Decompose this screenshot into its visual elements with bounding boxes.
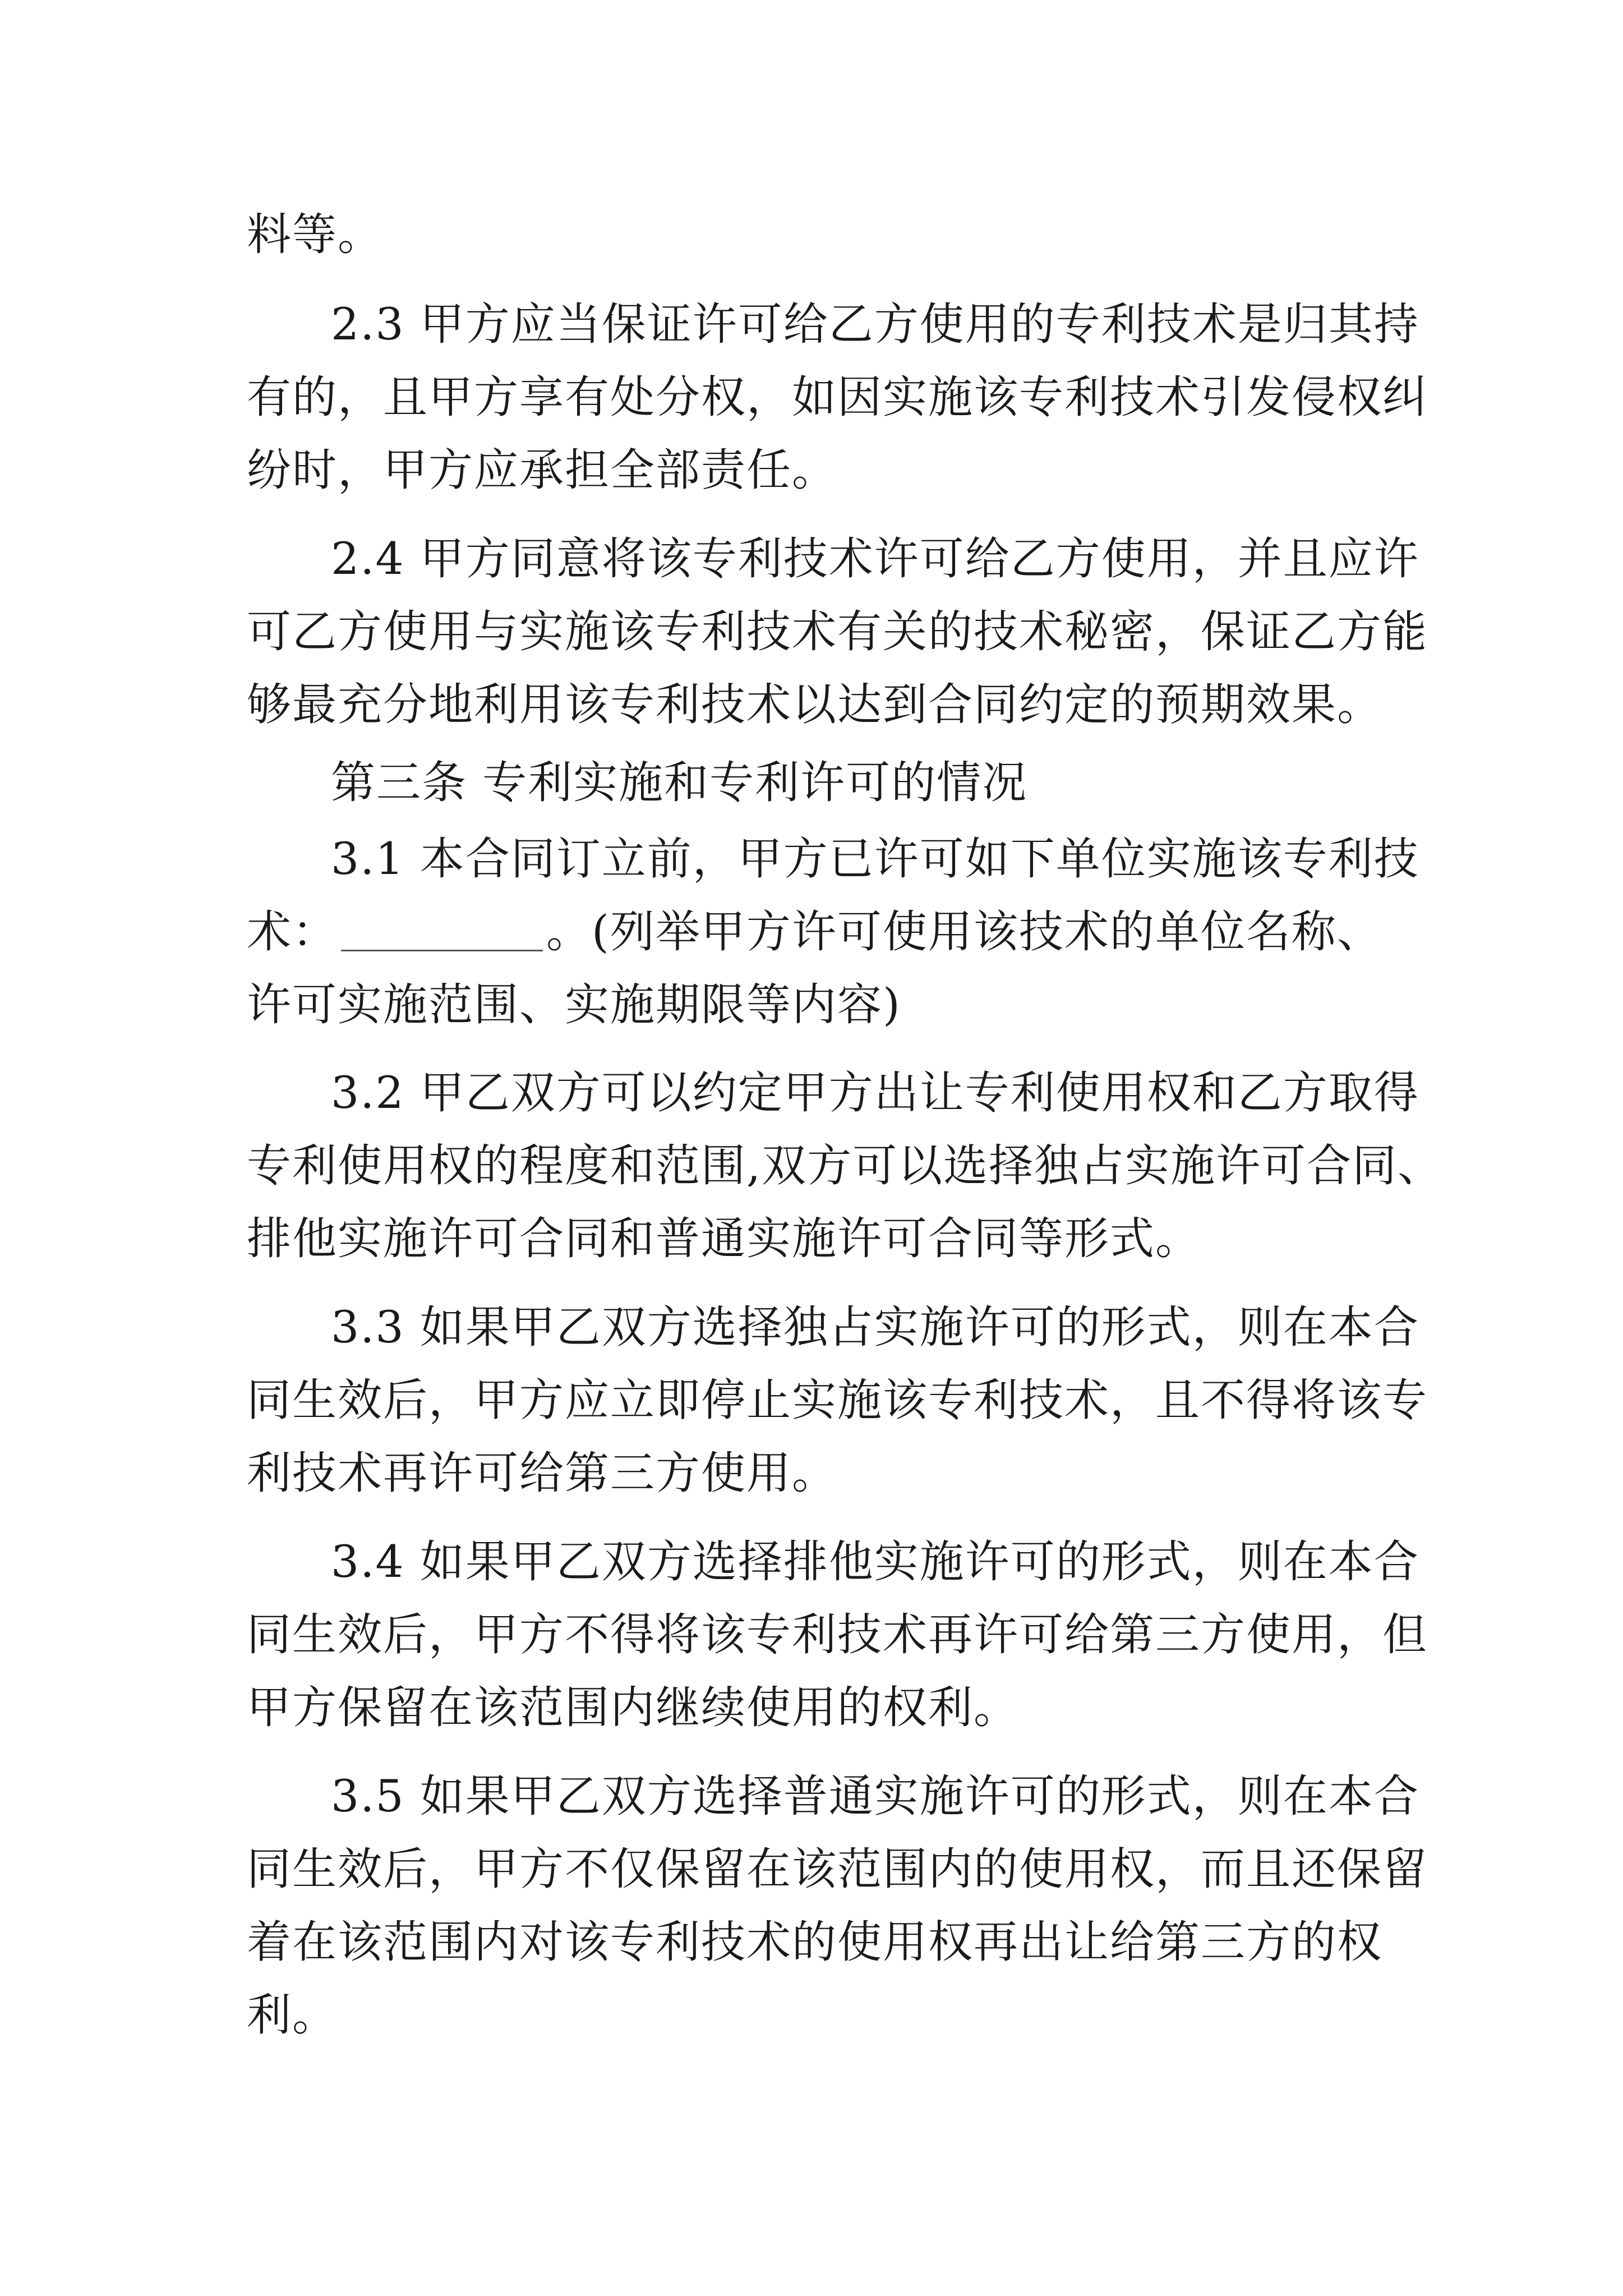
paragraph-line: 同生效后，甲方应立即停止实施该专利技术，且不得将该专 <box>247 1374 1428 1426</box>
paragraph-line-with-blank <box>247 895 1382 968</box>
paragraph-line: 排他实施许可合同和普通实施许可合同等形式。 <box>247 1213 1201 1264</box>
paragraph-line: 2.4 甲方同意将该专利技术许可给乙方使用，并且应许 <box>331 533 1419 585</box>
paragraph-line: 利。 <box>247 1989 338 2041</box>
paragraph-line: 有的，且甲方享有处分权，如因实施该专利技术引发侵权纠 <box>247 371 1428 423</box>
paragraph-line: 甲方保留在该范围内继续使用的权利。 <box>247 1682 1019 1733</box>
paragraph-line: 同生效后，甲方不得将该专利技术再许可给第三方使用，但 <box>247 1609 1428 1660</box>
paragraph-line: 3.4 如果甲乙双方选择排他实施许可的形式，则在本合 <box>331 1536 1419 1588</box>
paragraph-line: 3.2 甲乙双方可以约定甲方出让专利使用权和乙方取得 <box>331 1067 1419 1119</box>
line-suffix: 。(列举甲方许可使用该技术的单位名称、 <box>546 906 1382 958</box>
paragraph-line: 3.1 本合同订立前，甲方已许可如下单位实施该专利技 <box>331 833 1419 885</box>
fill-in-blank <box>341 910 543 951</box>
paragraph-line: 够最充分地利用该专利技术以达到合同约定的预期效果。 <box>247 679 1382 730</box>
paragraph-line: 3.3 如果甲乙双方选择独占实施许可的形式，则在本合 <box>331 1301 1419 1353</box>
paragraph-line: 纷时，甲方应承担全部责任。 <box>247 444 837 496</box>
section-heading: 第三条 专利实施和专利许可的情况 <box>331 757 1028 808</box>
paragraph-line: 同生效后，甲方不仅保留在该范围内的使用权，而且还保留 <box>247 1843 1428 1895</box>
paragraph-line: 利技术再许可给第三方使用。 <box>247 1447 837 1499</box>
paragraph-line: 许可实施范围、实施期限等内容) <box>247 979 901 1030</box>
line-prefix: 术： <box>247 906 338 958</box>
paragraph-line: 专利使用权的程度和范围,双方可以选择独占实施许可合同、 <box>247 1140 1444 1191</box>
paragraph-line: 2.3 甲方应当保证许可给乙方使用的专利技术是归其持 <box>331 298 1419 350</box>
paragraph-line: 可乙方使用与实施该专利技术有关的技术秘密，保证乙方能 <box>247 606 1428 657</box>
paragraph-line: 着在该范围内对该专利技术的使用权再出让给第三方的权 <box>247 1916 1382 1968</box>
paragraph-line: 料等。 <box>247 209 383 260</box>
paragraph-line: 3.5 如果甲乙双方选择普通实施许可的形式，则在本合 <box>331 1770 1419 1822</box>
